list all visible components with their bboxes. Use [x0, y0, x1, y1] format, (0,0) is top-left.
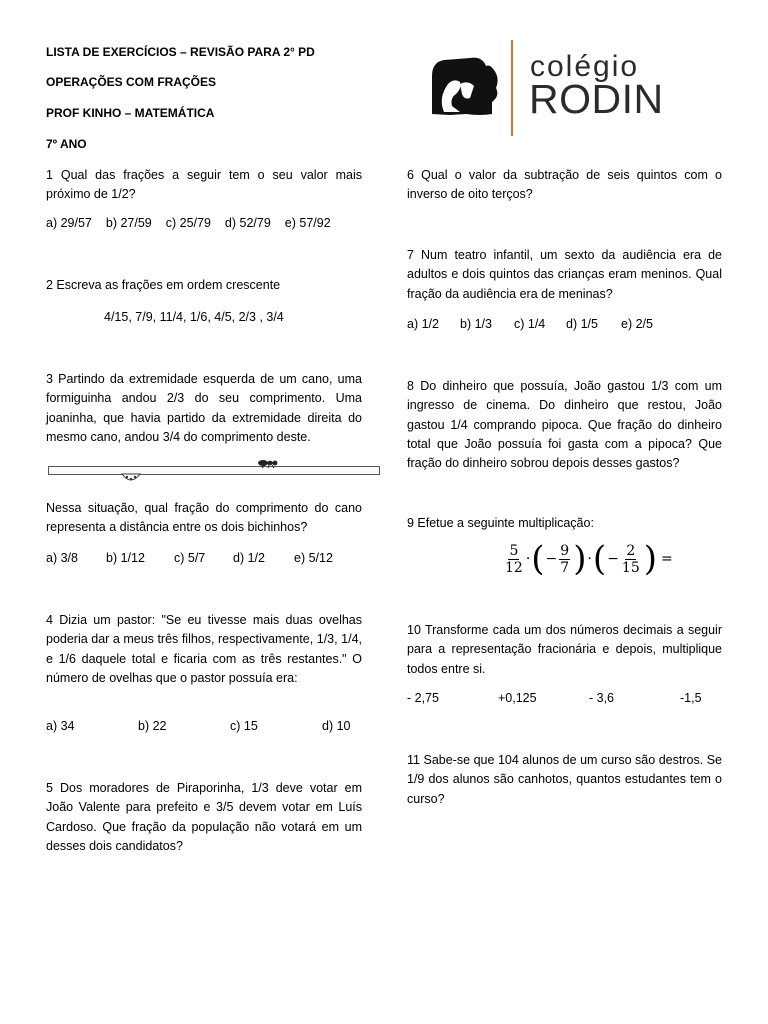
fraction-5-12: $\frac{5}{12}$ — [505, 542, 523, 576]
question-10-text: 10 Transforme cada um dos números decimais a seguir para a representação fracionária e depois, multiplique todos entre si. — [407, 623, 722, 676]
logo-text-colegio: colégio — [530, 50, 640, 83]
question-3 — [46, 370, 362, 447]
question-10-numbers — [407, 691, 702, 705]
pipe-illustration — [48, 466, 380, 475]
fraction-2-15: $\frac{2}{15}$ — [621, 542, 640, 576]
question-10 — [407, 621, 722, 679]
question-6 — [407, 166, 722, 205]
question-5-text: 5 Dos moradores de Piraporinha, 1/3 deve votar em João Valente para prefeito e 3/5 devem votar em Luís Cardoso. Que fração da população não votará em um desses dois candidatos? — [46, 781, 362, 853]
question-1 — [46, 166, 362, 205]
question-5 — [46, 779, 362, 856]
question-4-text: 4 Dizia um pastor: "Se eu tivesse mais duas ovelhas poderia dar a meus três filhos, respectivamente, 1/3, 1/4, e 1/6 daquele total e ficaria com as três restantes." O número de ovelhas que o pastor possuía era: — [46, 613, 362, 685]
option-e: e) 2/5 — [621, 317, 653, 331]
option-d: d) 1/2 — [233, 551, 265, 565]
option-c: c) 5/7 — [174, 551, 206, 565]
question-8-text: 8 Do dinheiro que possuía, João gastou 1/3 com um ingresso de cinema. Do dinheiro que restou, João gastou 1/4 comprando pipoca. Que fração do dinheiro total que João possuía foi gasta com a pipoca? Que fração do dinheiro sobrou depois desses gastos? — [407, 379, 722, 471]
close-paren: ) — [643, 539, 658, 579]
logo-text-rodin: RODIN — [529, 76, 664, 122]
option-b: b) 22 — [138, 719, 167, 733]
decimal-2: +0,125 — [498, 691, 537, 705]
question-4 — [46, 611, 362, 688]
option-c: c) 25/79 — [165, 216, 211, 230]
question-3-text: 3 Partindo da extremidade esquerda de um cano, uma formiguinha andou 2/3 do seu comprimento. Uma joaninha, que havia partido da extremidade direita do mesmo cano, andou 3/4 do comprimento deste. — [46, 372, 362, 444]
question-2-text: 2 Escreva as frações em ordem crescente — [46, 278, 281, 292]
option-c: c) 15 — [230, 719, 258, 733]
option-d: d) 10 — [322, 719, 351, 733]
question-7 — [407, 246, 722, 304]
option-e: e) 57/92 — [284, 216, 331, 230]
multiply-dot: · — [587, 551, 592, 567]
equals-sign: = — [661, 551, 673, 567]
question-11-text: 11 Sabe-se que 104 alunos de um curso são destros. Se 1/9 dos alunos são canhotos, quantos estudantes tem o curso? — [407, 753, 722, 806]
question-8 — [407, 377, 722, 473]
multiplication-expression — [502, 539, 673, 579]
option-a: a) 1/2 — [407, 317, 439, 331]
option-e: e) 5/12 — [294, 551, 333, 565]
option-a: a) 34 — [46, 719, 75, 733]
decimal-1: - 2,75 — [407, 691, 439, 705]
multiply-dot: · — [525, 551, 531, 567]
question-11 — [407, 751, 722, 809]
question-9-text: 9 Efetue a seguinte multiplicação: — [407, 516, 594, 530]
question-7-text: 7 Num teatro infantil, um sexto da audiência era de adultos e dois quintos das crianças eram meninos. Qual fração da audiência era de meninas? — [407, 248, 722, 301]
header-grade: 7º ANO — [46, 137, 87, 151]
question-6-text: 6 Qual o valor da subtração de seis quintos com o inverso de oito terços? — [407, 168, 722, 202]
option-b: b) 27/59 — [105, 216, 152, 230]
option-a: a) 3/8 — [46, 551, 78, 565]
question-7-options — [407, 317, 653, 331]
decimal-3: - 3,6 — [589, 691, 615, 705]
open-paren: ( — [531, 539, 545, 579]
ant-icon — [256, 457, 280, 469]
option-b: b) 1/12 — [106, 551, 145, 565]
option-c: c) 1/4 — [514, 317, 546, 331]
option-a: a) 29/57 — [46, 216, 92, 230]
logo-separator — [511, 40, 513, 136]
rodin-thinker-logo-icon — [430, 54, 502, 121]
question-1-text: 1 Qual das frações a seguir tem o seu valor mais próximo de 1/2? — [46, 168, 362, 202]
close-paren: ) — [573, 539, 587, 579]
header-subtitle: OPERAÇÕES COM FRAÇÕES — [46, 75, 217, 89]
ladybug-icon — [120, 472, 142, 484]
question-3-question: Nessa situação, qual fração do comprimento do cano representa a distância entre os dois bichinhos? — [46, 501, 362, 535]
minus-sign: − — [545, 551, 558, 567]
header-teacher: PROF KINHO – MATEMÁTICA — [46, 106, 215, 120]
minus-sign: − — [607, 551, 619, 567]
option-d: d) 1/5 — [566, 317, 598, 331]
question-2-fractions: 4/15, 7/9, 11/4, 1/6, 4/5, 2/3 , 3/4 — [104, 310, 284, 324]
open-paren: ( — [592, 539, 607, 579]
fraction-9-7: $\frac{9}{7}$ — [560, 542, 570, 576]
decimal-4: -1,5 — [680, 691, 702, 705]
question-1-options — [46, 216, 331, 230]
header-title: LISTA DE EXERCÍCIOS – REVISÃO PARA 2° PD — [46, 45, 315, 59]
question-3-options — [46, 551, 333, 565]
option-b: b) 1/3 — [460, 317, 492, 331]
question-3-followup — [46, 499, 362, 538]
question-4-options — [46, 719, 351, 733]
option-d: d) 52/79 — [224, 216, 271, 230]
